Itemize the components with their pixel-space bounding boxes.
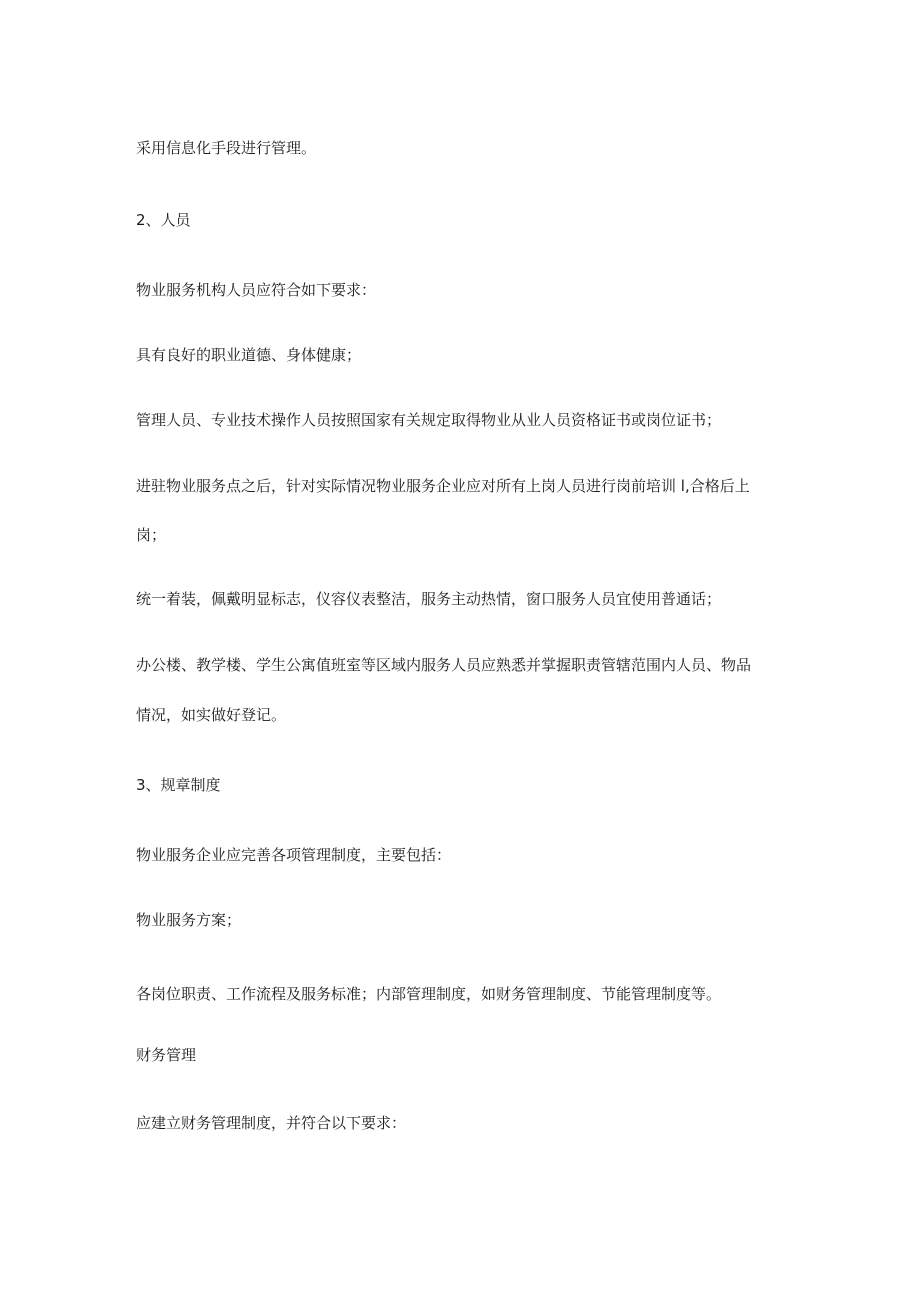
paragraph-line: 管理人员、专业技术操作人员按照国家有关规定取得物业从业人员资格证书或岗位证书； — [136, 411, 722, 429]
paragraph-line: 办公楼、教学楼、学生公寓值班室等区域内服务人员应熟悉并掌握职责管辖范围内人员、物品 — [136, 656, 752, 674]
paragraph-line: 情况，如实做好登记。 — [136, 706, 287, 724]
paragraph-line: 物业服务机构人员应符合如下要求： — [136, 281, 377, 299]
paragraph-line: 岗； — [136, 526, 167, 544]
section-heading-finance: 财务管理 — [136, 1046, 197, 1064]
paragraph-line: 物业服务方案； — [136, 911, 242, 929]
paragraph-line: 各岗位职责、工作流程及服务标准；内部管理制度，如财务管理制度、节能管理制度等。 — [136, 985, 722, 1003]
paragraph-line: 进驻物业服务点之后，针对实际情况物业服务企业应对所有上岗人员进行岗前培训 l,合格后上 — [136, 477, 750, 495]
paragraph-line: 统一着装，佩戴明显标志，仪容仪表整洁，服务主动热情，窗口服务人员宜使用普通话； — [136, 590, 722, 608]
paragraph-line: 物业服务企业应完善各项管理制度，主要包括： — [136, 846, 452, 864]
section-heading-regulations: 3、规章制度 — [136, 776, 221, 794]
section-heading-personnel: 2、人员 — [136, 211, 191, 229]
paragraph-line: 应建立财务管理制度，并符合以下要求： — [136, 1114, 407, 1132]
paragraph-line: 具有良好的职业道德、身体健康； — [136, 346, 362, 364]
paragraph-line: 采用信息化手段进行管理。 — [136, 139, 317, 157]
